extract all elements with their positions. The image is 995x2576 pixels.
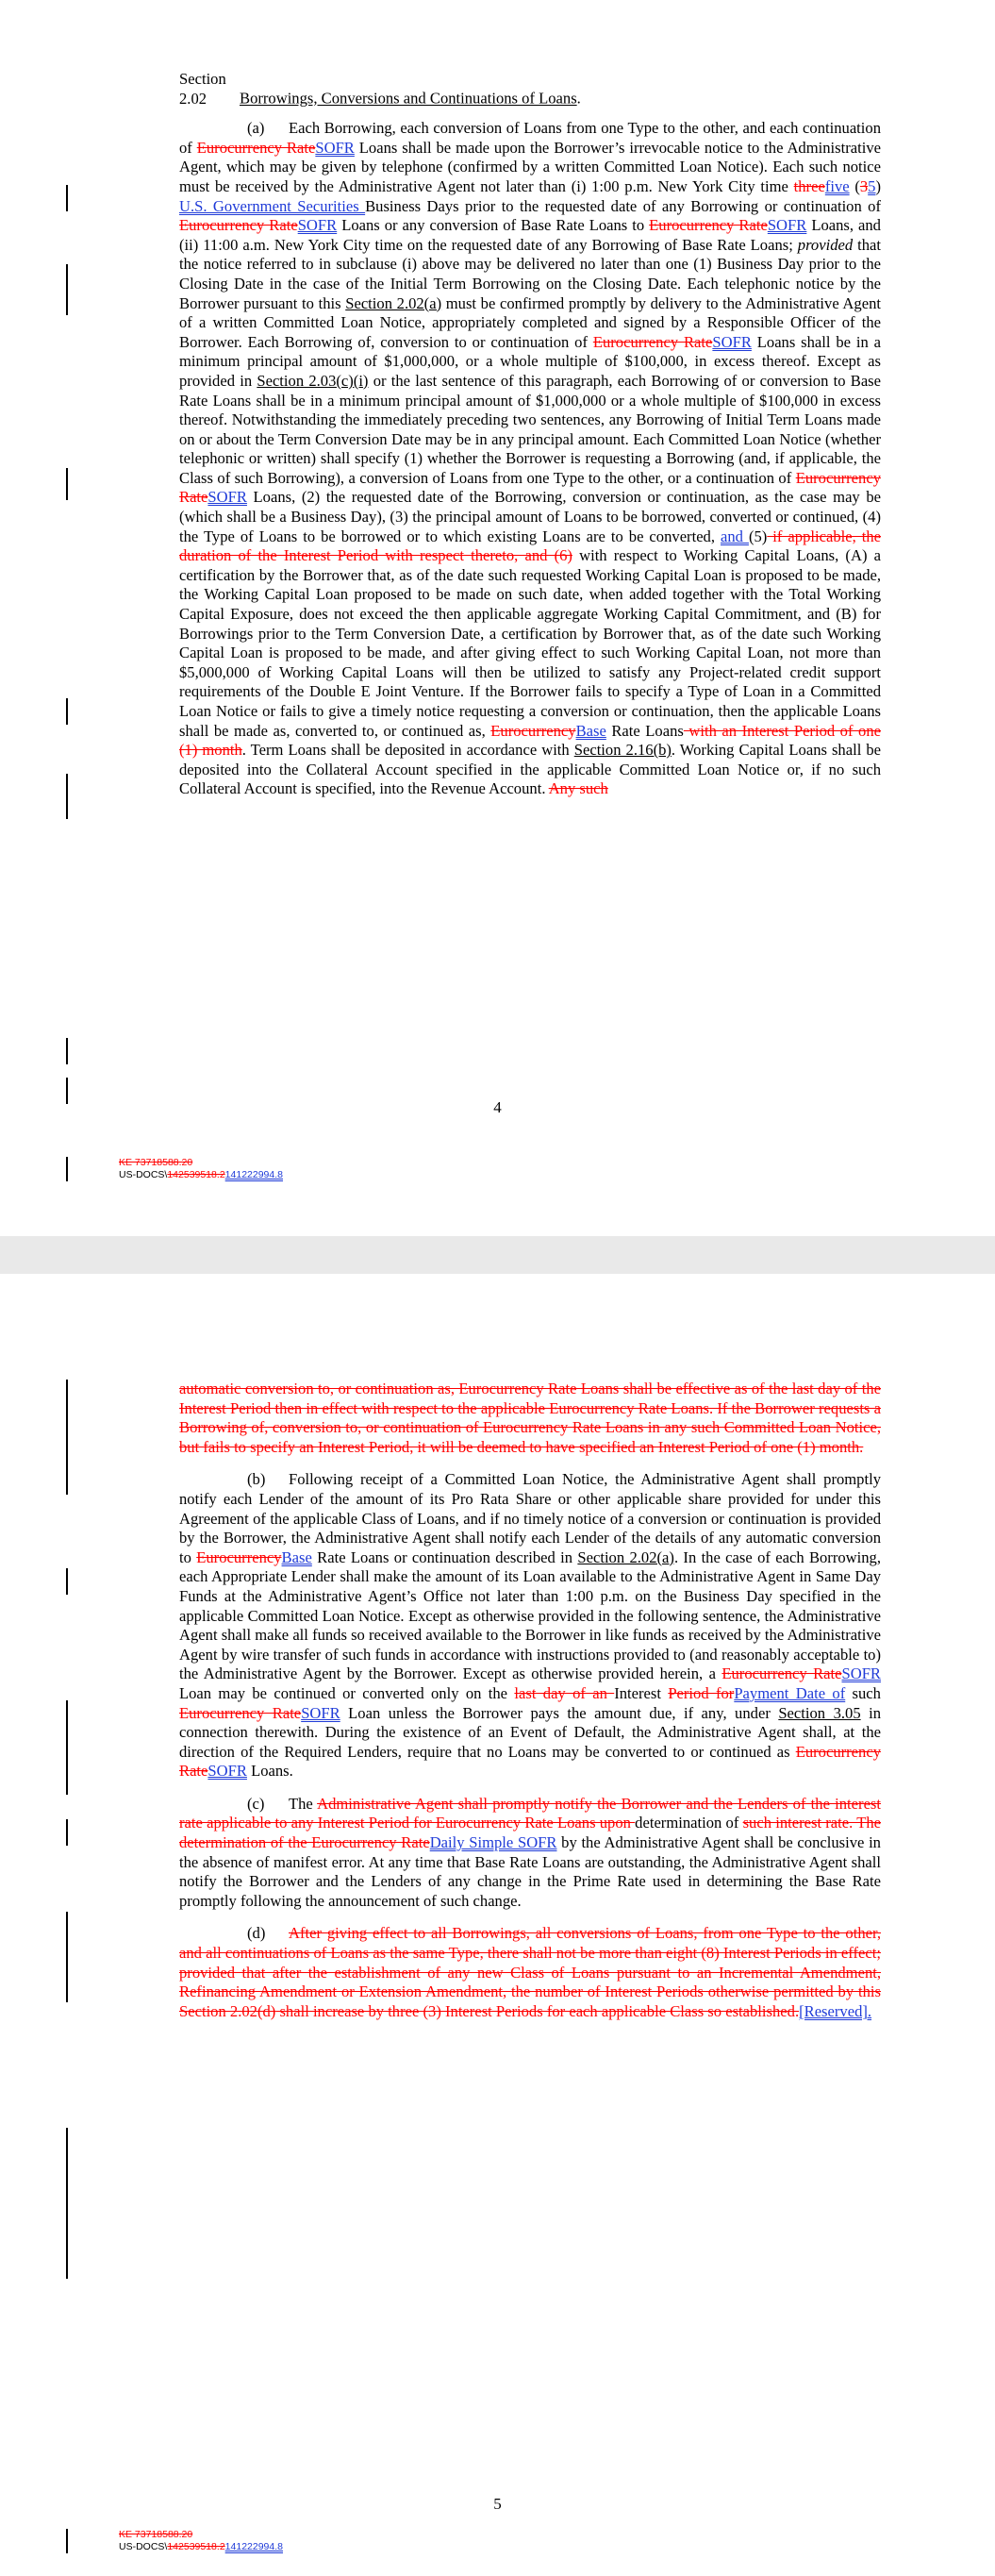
inserted-text: SOFR bbox=[767, 216, 807, 235]
change-bar bbox=[66, 1038, 68, 1064]
deleted-text: Period for bbox=[668, 1683, 735, 1702]
para-label: (b) bbox=[247, 1470, 266, 1489]
footer-deleted-number: 142539518.2 bbox=[167, 2541, 225, 2552]
change-bar bbox=[66, 2128, 68, 2279]
deleted-text: Eurocurrency Rate bbox=[196, 138, 316, 157]
paragraph-c bbox=[179, 1795, 881, 1912]
change-bar bbox=[66, 1912, 68, 2002]
text: ( bbox=[849, 176, 860, 195]
deleted-text: Eurocurrency Rate bbox=[179, 1742, 881, 1781]
paragraph-b bbox=[179, 1470, 881, 1781]
footer-prefix: US-DOCS\ bbox=[119, 2541, 168, 2552]
deleted-text: if applicable, the duration of the Interest Period with respect thereto, and (6) bbox=[179, 527, 882, 565]
deleted-text: Eurocurrency Rate bbox=[649, 216, 768, 235]
deleted-text: automatic conversion to, or continuation as, Eurocurrency Rate Loans shall be effective as of the last day of the Interest Period then in effect with respect to the applicable Eurocurrency Rate Loans. If the Borrower requests a Borrowing of, conversion to, or continuation of Eurocurrency Rate Loans in any such Committed Loan Notice, but fails to specify an Interest Period, it will be deemed to have specified an Interest Period of one (1) month. bbox=[179, 1380, 881, 1456]
change-bar bbox=[66, 185, 68, 211]
deleted-section-reference: Section 2.02(d) bbox=[179, 2001, 276, 2020]
section-title: Borrowings, Conversions and Continuations of Loans bbox=[240, 89, 577, 108]
text: Loans shall be made upon the Borrower’s irrevocable notice to the Administrative Agent, which may be given by telephone (confirmed by a written Committed Loan Notice). Each such notice must be received by the Administrative Agent not later than (i) 1:00 p.m. New York City time bbox=[179, 138, 881, 195]
deleted-text: with an Interest Period of one (1) month bbox=[179, 721, 881, 760]
text: ) bbox=[875, 176, 881, 195]
inserted-text: U.S. Government Securities bbox=[179, 196, 366, 215]
text: Rate Loans bbox=[605, 721, 684, 740]
inserted-text: five bbox=[824, 176, 850, 195]
inserted-text: Payment Date of bbox=[734, 1683, 846, 1702]
section-title-period: . bbox=[576, 89, 581, 108]
paragraph-a-continued bbox=[179, 1380, 881, 1457]
change-bar bbox=[66, 1157, 68, 1181]
text: The bbox=[289, 1794, 318, 1813]
change-bar bbox=[66, 468, 68, 500]
text: Loan may be continued or converted only on the bbox=[179, 1683, 515, 1702]
text: or the last sentence of this paragraph, each Borrowing of or conversion to Base Rate Loans shall be in a minimum principal amount of $1,000,000 or a whole multiple of $100,000 in excess thereof. Notwithstanding the immediately preceding two sentences, any Borrowing of Initial Term Loans made on or about the Term Conversion Date may be in any principal amount. Each Committed Loan Notice (whether telephonic or written) shall specify (1) whether the Borrower is requesting a Borrowing (and, if applicable, the Class of such Borrowing), a conversion of Loans from one Type to the other, or a continuation of bbox=[179, 371, 882, 487]
para-label: (a) bbox=[247, 119, 265, 138]
section-reference: Section 2.02(a) bbox=[345, 293, 442, 312]
text: . In the case of each Borrowing, each Appropriate Lender shall make the amount of its Loan available to the Administrative Agent in Same Day Funds at the Administrative Agent’s Office not later than 1:00 p.m. on the Business Day specified in the applicable Committed Loan Notice. Except as otherwise provided in the following sentence, the Administrative Agent shall make all funds so received available to the Borrower in like funds as received by the Administrative Agent by wire transfer of such funds in accordance with instructions provided to (and reasonably acceptable to) the Administrative Agent by the Borrower. Except as otherwise provided herein, a bbox=[179, 1547, 881, 1683]
inserted-text: [Reserved]. bbox=[799, 2001, 872, 2020]
deleted-text: After giving effect to all Borrowings, all conversions of Loans, from one Type to the other, and all continuations of Loans as the same Type, there shall not be more than eight (8) Interest Periods in effect; provided that after the establishment of any new Class of Loans pursuant to an Incremental Amendment, Refinancing Amendment or Extension Amendment, the number of Interest Periods otherwise permitted by this bbox=[179, 1924, 881, 2001]
text: Loans or any conversion of Base Rate Loans to bbox=[337, 216, 650, 235]
change-bar bbox=[66, 774, 68, 819]
section-reference: Section 2.03(c)(i) bbox=[257, 371, 369, 390]
footer-inserted-number: 141222994.8 bbox=[224, 1169, 283, 1180]
change-bar bbox=[66, 264, 68, 315]
deleted-text: 3 bbox=[859, 176, 869, 195]
text: Rate Loans or continuation described in bbox=[311, 1547, 578, 1566]
inserted-text: SOFR bbox=[315, 138, 355, 157]
text: in connection therewith. During the existence of an Event of Default, the Administrative Agent shall, at the direction of the Required Lenders, require that no Loans may be converted to or continued as bbox=[179, 1703, 882, 1761]
text: determination of bbox=[635, 1814, 743, 1832]
text: that the notice referred to in subclause (i) above may be delivered no later than one (1) Business Day prior to the Closing Date in the case of the Initial Term Borrowing on the Closing Date. Each telephonic notice by the Borrower pursuant to this bbox=[179, 235, 881, 312]
deleted-text: Any such bbox=[548, 779, 608, 798]
deleted-text: Eurocurrency Rate bbox=[179, 468, 881, 507]
inserted-text: SOFR bbox=[207, 1762, 247, 1781]
change-bar bbox=[66, 1380, 68, 1495]
section-heading bbox=[179, 70, 881, 109]
inserted-text: Base bbox=[281, 1547, 312, 1566]
text: by the Administrative Agent shall be conclusive in the absence of manifest error. At any time that Base Rate Loans are outstanding, the Administrative Agent shall notify the Borrower and the Lenders of any change in the Prime Rate used in determining the Base Rate promptly following the announcement of such change. bbox=[179, 1833, 881, 1910]
page-1-body bbox=[179, 70, 881, 812]
footer-inserted-number: 141222994.8 bbox=[224, 2541, 283, 2552]
text: . Term Loans shall be deposited in accordance with bbox=[241, 741, 574, 760]
inserted-text: SOFR bbox=[297, 216, 338, 235]
deleted-text: Eurocurrency Rate bbox=[179, 216, 298, 235]
para-label: (d) bbox=[247, 1924, 266, 1943]
page-number: 5 bbox=[493, 2495, 502, 2513]
text: Each Borrowing, each conversion of Loans from one Type to the other, and each continuation of bbox=[179, 119, 881, 157]
text: with respect to Working Capital Loans, (A) a certification by the Borrower that, as of the date such requested Working Capital Loan is proposed to be made, the Working Capital Loan proposed to be made on such date, when added together with the Total Working Capital Exposure, does not exceed the then applicable aggregate Working Capital Commitment, and (B) for Borrowings prior to the Term Conversion Date, a certification by Borrower that, as of the date such Working Capital Loan is proposed to be made, and after giving effect to such Working Capital Loan, not more than $5,000,000 of Working Capital Loans will then be utilized to satisfy any Project-related credit support requirements of the Double E Joint Venture. If the Borrower fails to specify a Type of Loan in a Committed Loan Notice or fails to give a timely notice requesting a conversion or continuation, then the applicable Loans shall be made as, converted to, or continued as, bbox=[179, 546, 881, 740]
text: Loans, and (ii) 11:00 a.m. New York City time on the requested date of any Borrowing of Base Rate Loans; bbox=[179, 216, 881, 254]
inserted-text: SOFR bbox=[207, 488, 247, 507]
footer-deleted-number: 142539518.2 bbox=[167, 1169, 225, 1180]
defined-term: provided bbox=[797, 235, 854, 254]
text: Business Days prior to the requested date of any Borrowing or continuation of bbox=[365, 196, 881, 215]
deleted-text: such interest rate. The determination of the Eurocurrency Rate bbox=[179, 1814, 882, 1852]
change-bar bbox=[66, 1568, 68, 1595]
section-reference: Section 3.05 bbox=[778, 1703, 861, 1722]
document-footer bbox=[119, 2529, 283, 2553]
deleted-text: Eurocurrency Rate bbox=[179, 1703, 302, 1722]
text: Loan unless the Borrower pays the amount due, if any, under bbox=[340, 1703, 779, 1722]
text: Interest bbox=[614, 1683, 669, 1702]
deleted-text: last day of an bbox=[514, 1683, 615, 1702]
para-label: (c) bbox=[247, 1794, 265, 1813]
paragraph-d bbox=[179, 1924, 881, 2021]
deleted-text: Administrative Agent shall promptly notify the Borrower and the Lenders of the interest rate applicable to any Interest Period for Eurocurrency Rate Loans upon bbox=[179, 1794, 881, 1832]
inserted-text: SOFR bbox=[841, 1664, 881, 1683]
inserted-text: 5 bbox=[868, 176, 876, 195]
change-bar bbox=[66, 1819, 68, 1846]
section-reference: Section 2.16(b) bbox=[573, 741, 672, 760]
inserted-text: SOFR bbox=[301, 1703, 340, 1722]
change-bar bbox=[66, 698, 68, 725]
page-1 bbox=[0, 0, 995, 1236]
text: Loans. bbox=[246, 1762, 293, 1781]
page-number: 4 bbox=[493, 1098, 502, 1116]
footer-deleted-id: KE 73718588.20 bbox=[119, 1157, 193, 1168]
text: Loans, (2) the requested date of the Borrowing, conversion or continuation, as the case may be (which shall be a Business Day), (3) the principal amount of Loans to be borrowed, converted or continued, (4) the Type of Loans to be borrowed or to which existing Loans are to be converted, bbox=[179, 488, 881, 545]
inserted-text: and bbox=[721, 527, 749, 545]
text: . Working Capital Loans shall be deposited into the Collateral Account specified in the applicable Committed Loan Notice or, if no such Collateral Account is specified, into the Revenue Account. bbox=[179, 741, 881, 798]
inserted-text: SOFR bbox=[712, 332, 752, 351]
page-2-body bbox=[179, 1380, 881, 2034]
text: such bbox=[845, 1683, 881, 1702]
text: (5) bbox=[748, 527, 768, 545]
inserted-text: Daily Simple SOFR bbox=[429, 1833, 557, 1852]
inserted-text: Base bbox=[575, 721, 606, 740]
deleted-text: three bbox=[793, 176, 825, 195]
section-number: Section 2.02 bbox=[179, 70, 226, 108]
change-bar bbox=[66, 2529, 68, 2553]
text: must be confirmed promptly by delivery to the Administrative Agent of a written Committed Loan Notice, appropriately completed and signed by a Responsible Officer of the Borrower. Each Borrowing of, conversion to or continuation of bbox=[179, 293, 881, 351]
text: Following receipt of a Committed Loan Notice, the Administrative Agent shall promptly notify each Lender of the amount of its Pro Rata Share or other applicable share provided for under this Agreement of the applicable Class of Loans, and if no timely notice of a conversion or continuation is provided by the Borrower, the Administrative Agent shall notify each Lender of the details of any automatic conversion to bbox=[179, 1470, 881, 1566]
deleted-text: Eurocurrency Rate bbox=[592, 332, 713, 351]
page-2 bbox=[0, 1274, 995, 2576]
deleted-text: shall increase by three (3) Interest Periods for each applicable Class so established. bbox=[275, 2001, 800, 2020]
section-reference: Section 2.02(a) bbox=[577, 1547, 674, 1566]
deleted-text: Eurocurrency bbox=[196, 1547, 282, 1566]
deleted-text: Eurocurrency Rate bbox=[721, 1664, 842, 1683]
paragraph-a bbox=[179, 119, 881, 799]
change-bar bbox=[66, 1700, 68, 1795]
footer-deleted-id: KE 73718588.20 bbox=[119, 2529, 193, 2540]
text: Loans shall be in a minimum principal amount of $1,000,000, or a whole multiple of $100,000, in excess thereof. Except as provided in bbox=[179, 332, 881, 390]
footer-prefix: US-DOCS\ bbox=[119, 1169, 168, 1180]
deleted-text: Eurocurrency bbox=[490, 721, 576, 740]
document-footer bbox=[119, 1157, 283, 1181]
